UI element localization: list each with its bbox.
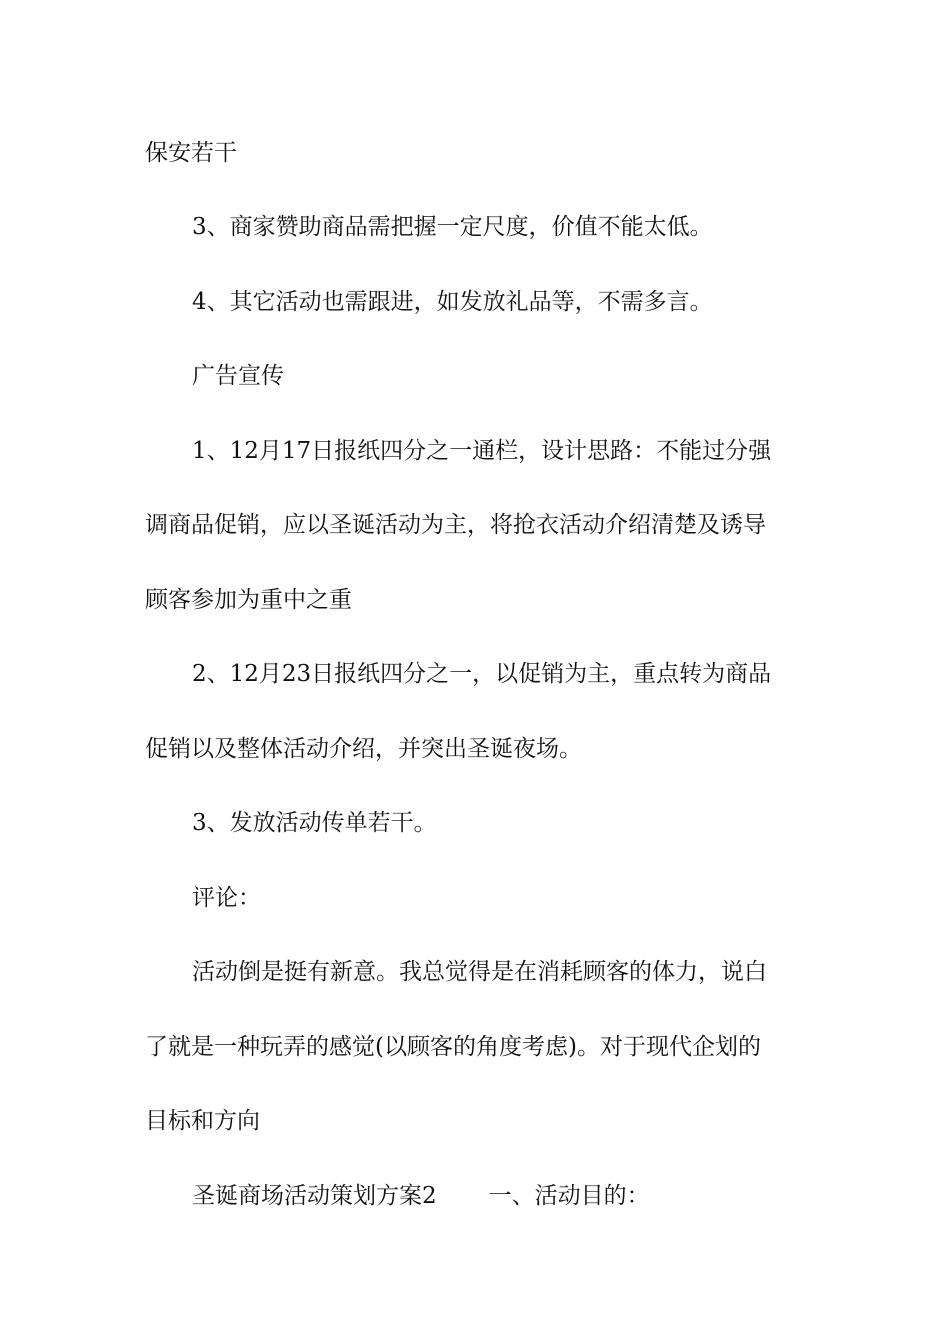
text-line: 顾客参加为重中之重 bbox=[145, 587, 352, 613]
text-line: 2、12月23日报纸四分之一，以促销为主，重点转为商品 bbox=[192, 661, 772, 687]
text-line: 3、商家赞助商品需把握一定尺度，价值不能太低。 bbox=[192, 214, 713, 240]
text-line bbox=[192, 1181, 872, 1211]
text-line: 促销以及整体活动介绍，并突出圣诞夜场。 bbox=[145, 736, 582, 762]
plan-title: 圣诞商场活动策划方案2 bbox=[192, 1183, 437, 1209]
section-heading: 广告宣传 bbox=[192, 363, 284, 389]
text-line: 活动倒是挺有新意。我总觉得是在消耗顾客的体力，说白 bbox=[192, 959, 767, 985]
text-line: 3、发放活动传单若干。 bbox=[192, 810, 437, 836]
section-heading: 一、活动目的： bbox=[488, 1183, 650, 1209]
text-line: 目标和方向 bbox=[145, 1108, 260, 1134]
text-line: 1、12月17日报纸四分之一通栏，设计思路：不能过分强 bbox=[192, 438, 772, 464]
text-line: 4、其它活动也需跟进，如发放礼品等，不需多言。 bbox=[192, 289, 713, 315]
text-line: 调商品促销，应以圣诞活动为主，将抢衣活动介绍清楚及诱导 bbox=[145, 512, 766, 538]
text-line: 了就是一种玩弄的感觉(以顾客的角度考虑)。对于现代企划的 bbox=[145, 1034, 761, 1060]
section-heading: 评论： bbox=[192, 885, 261, 911]
text-line: 保安若干 bbox=[145, 140, 237, 166]
